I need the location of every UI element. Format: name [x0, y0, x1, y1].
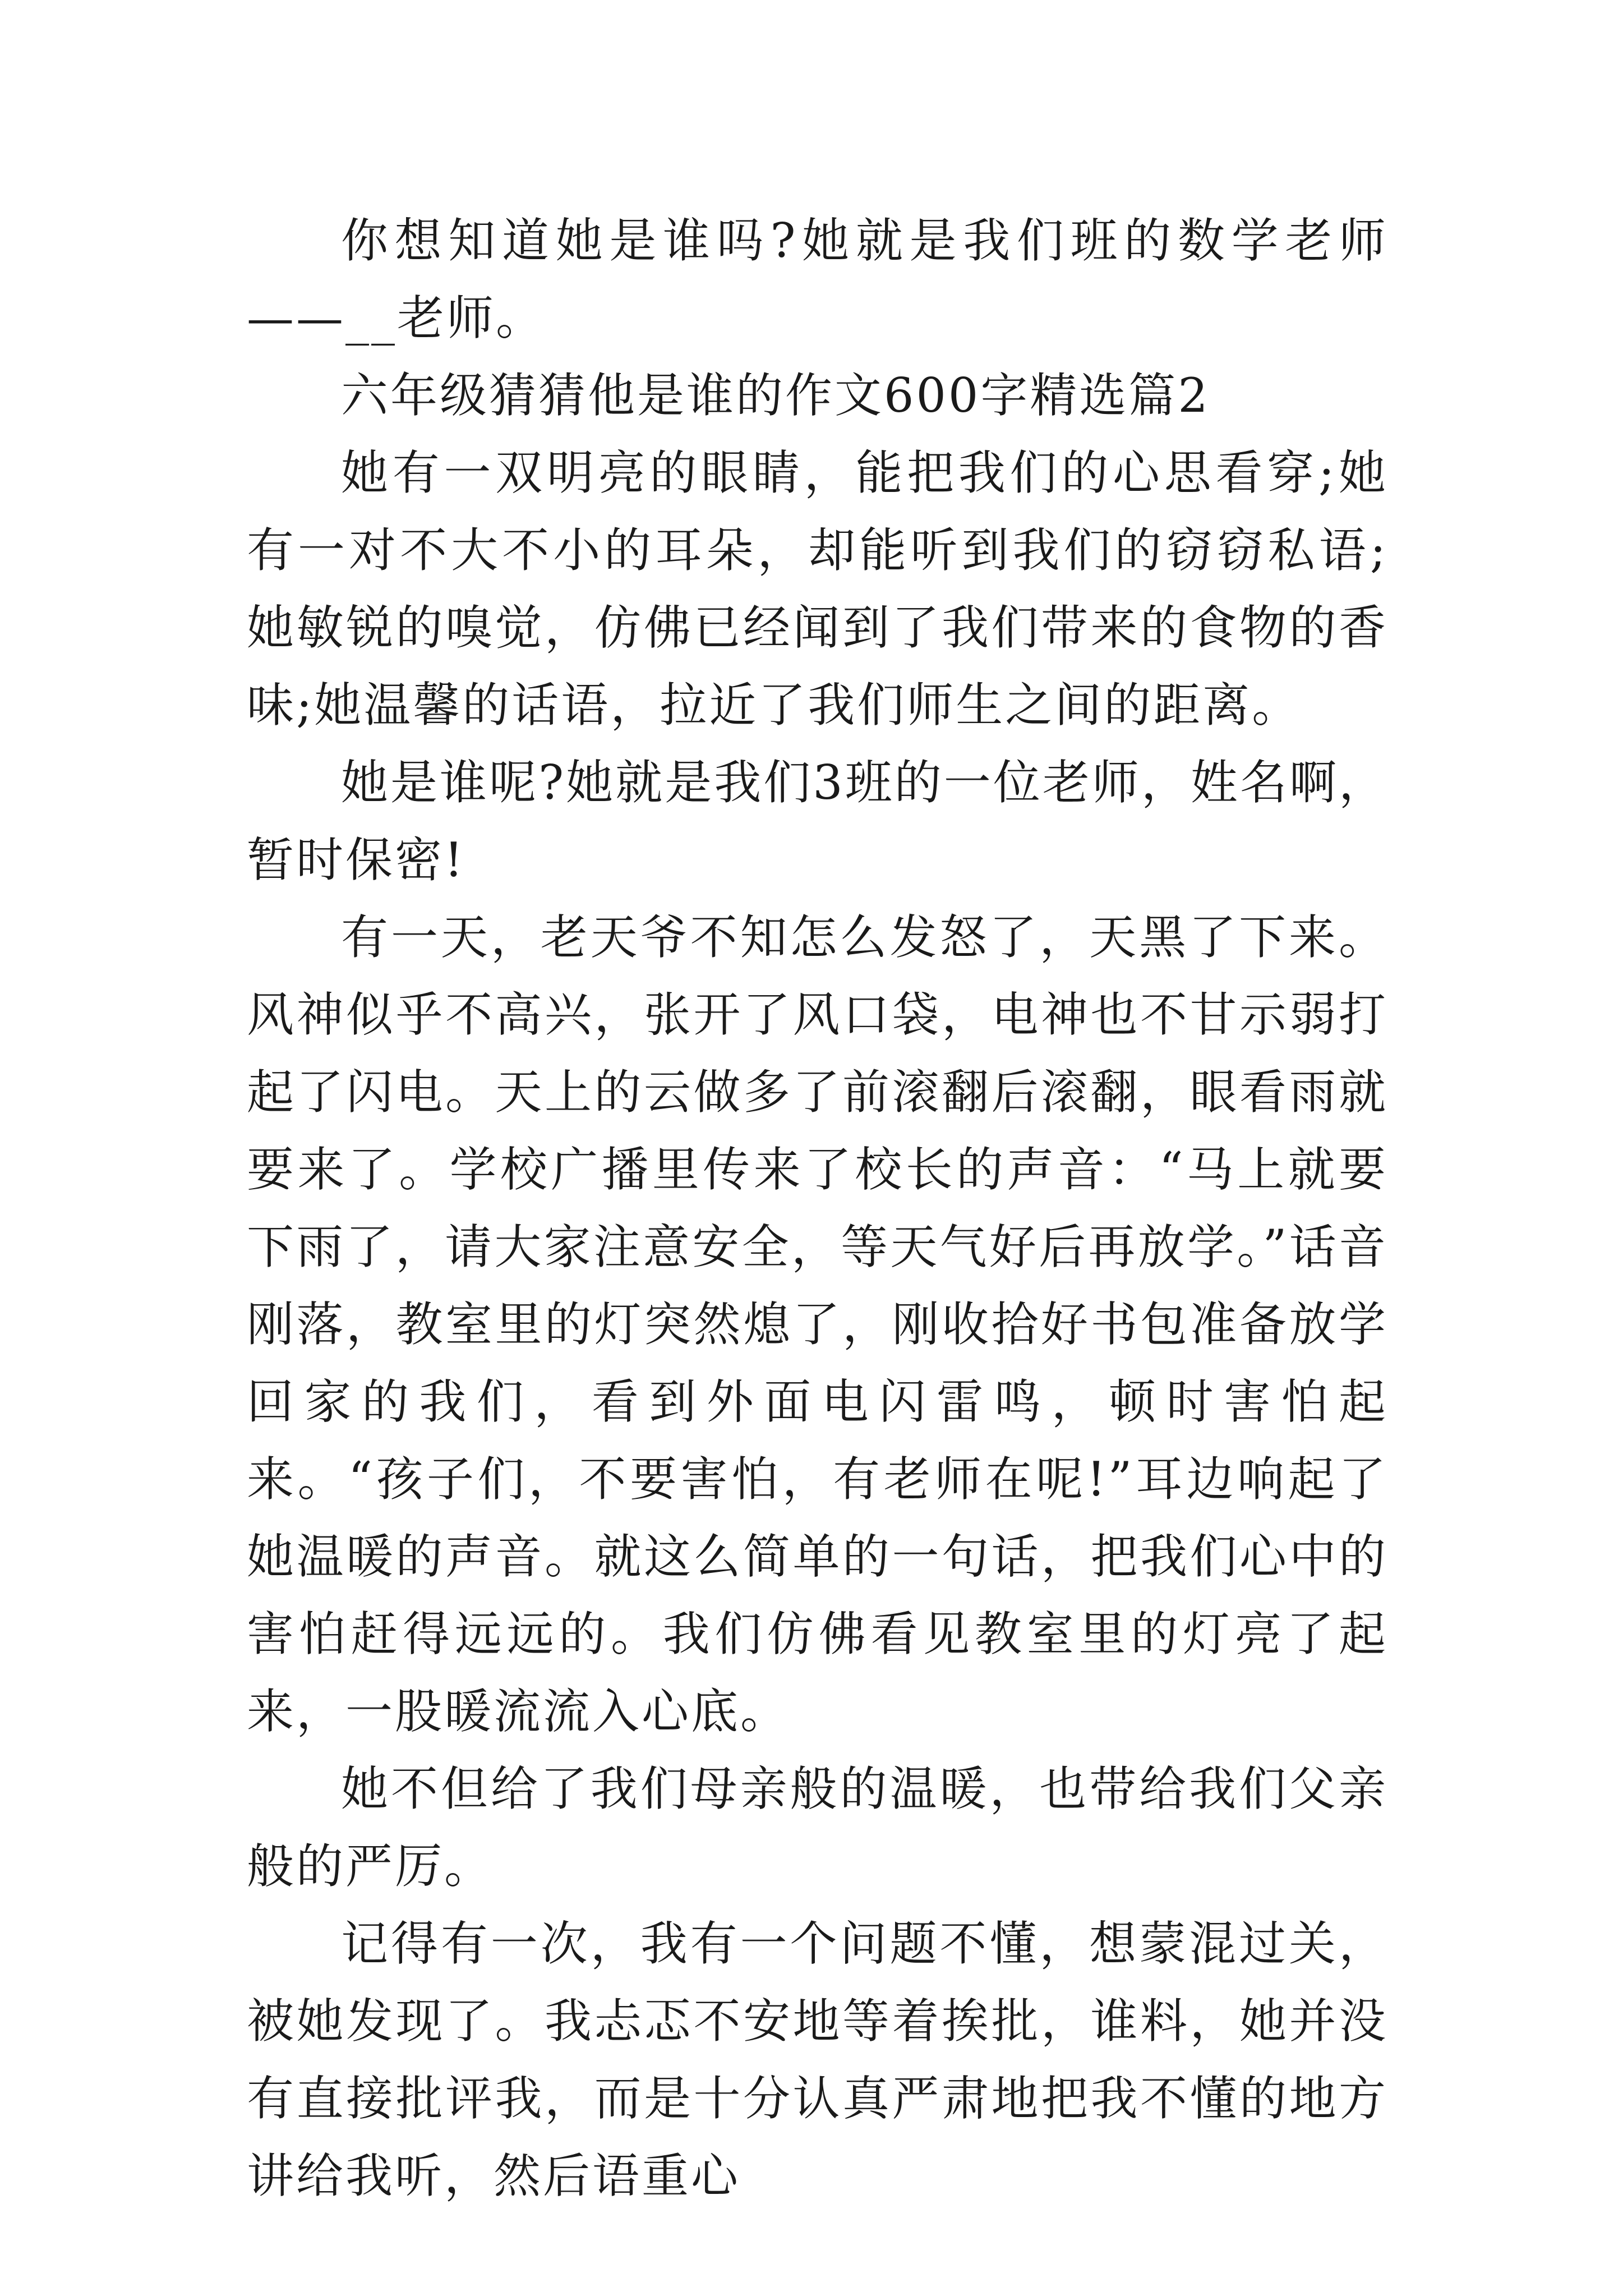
paragraph-5: 她不但给了我们母亲般的温暖，也带给我们父亲般的严厉。: [247, 1761, 1388, 1894]
paragraph-6: 记得有一次，我有一个问题不懂，想蒙混过关，被她发现了。我忐忑不安地等着挨批，谁料，她并没有直接批评我，而是十分认真严肃地把我不懂的地方讲给我听，然后语重心: [247, 1916, 1388, 2203]
paragraph-1: 你想知道她是谁吗?她就是我们班的数学老师——__老师。: [247, 213, 1388, 346]
paragraph-2: 她有一双明亮的眼睛，能把我们的心思看穿;她有一对不大不小的耳朵，却能听到我们的窃窃私语;她敏锐的嗅觉，仿佛已经闻到了我们带来的食物的香味;她温馨的话语，拉近了我们师生之间的距离。: [247, 445, 1388, 733]
section-heading: 六年级猜猜他是谁的作文600字精选篇2: [341, 368, 1210, 423]
paragraph-4: 有一天，老天爷不知怎么发怒了，天黑了下来。风神似乎不高兴，张开了风口袋，电神也不甘示弱打起了闪电。天上的云做多了前滚翻后滚翻，眼看雨就要来了。学校广播里传来了校长的声音：“马上就要下雨了，请大家注意安全，等天气好后再放学。”话音刚落，教室里的灯突然熄了，刚收拾好书包准备放学回家的我们，看到外面电闪雷鸣，顿时害怕起来。“孩子们，不要害怕，有老师在呢!”耳边响起了她温暖的声音。就这么简单的一句话，把我们心中的害怕赶得远远的。我们仿佛看见教室里的灯亮了起来，一股暖流流入心底。: [247, 910, 1388, 1739]
paragraph-3: 她是谁呢?她就是我们3班的一位老师，姓名啊，暂时保密!: [247, 755, 1388, 887]
document-body: [247, 202, 1388, 2215]
